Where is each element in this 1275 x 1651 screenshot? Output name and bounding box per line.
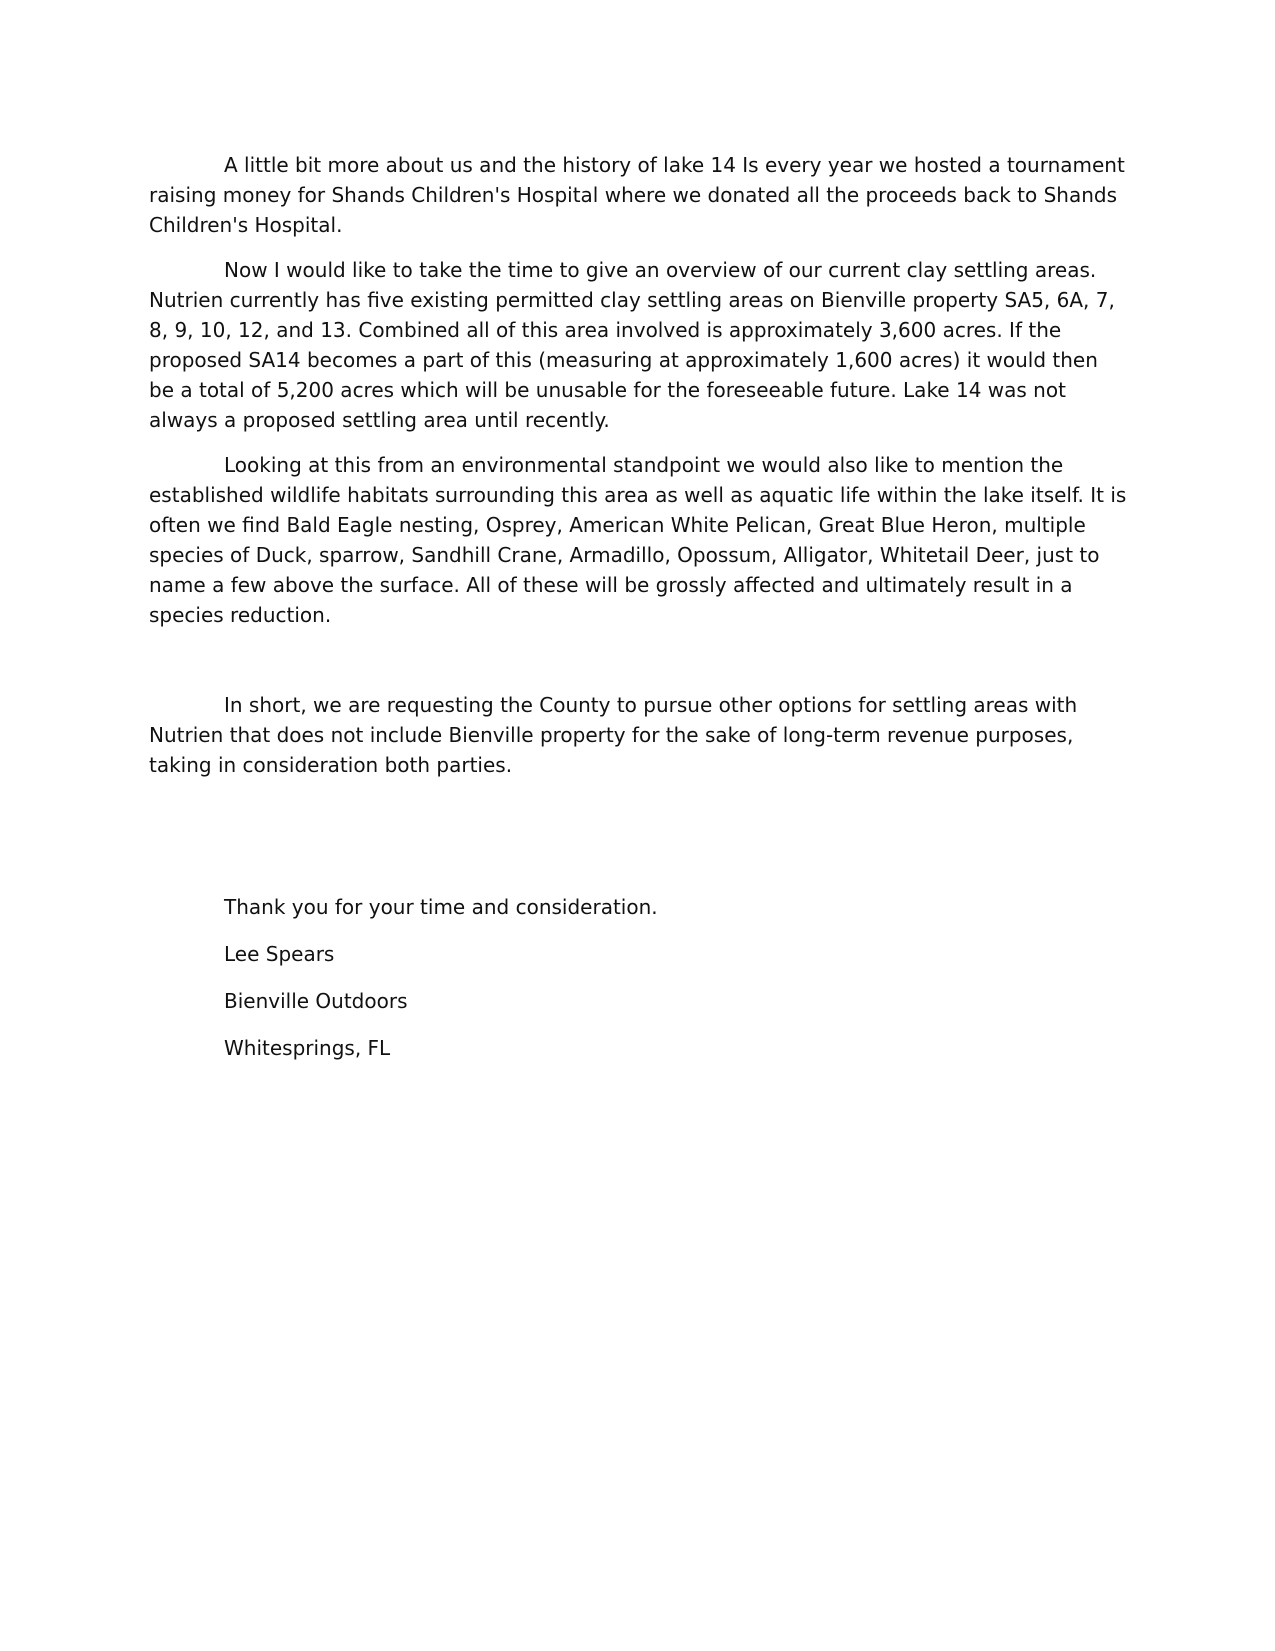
paragraph-environmental: Looking at this from an environmental standpoint we would also like to mention the established wildlife habitats surrounding this area as well as aquatic life within the lake itself. It is often we find Bald Eagle nesting, Osprey, American White Pelican, Great Blue Heron, multiple species of Duck, sparrow, Sandhill Crane, Armadillo, Opossum, Alligator, Whitetail Deer, just to name a few above the surface. All of these will be grossly affected and ultimately result in a species reduction. xyxy=(149,453,1127,627)
paragraph-history: A little bit more about us and the history of lake 14 Is every year we hosted a tournament raising money for Shands Children's Hospital where we donated all the proceeds back to Shands Children's Hospital. xyxy=(149,153,1125,237)
signature-organization: Bienville Outdoors xyxy=(224,989,408,1013)
signature-name: Lee Spears xyxy=(224,942,335,966)
signature-location: Whitesprings, FL xyxy=(224,1036,391,1060)
paragraph-request: In short, we are requesting the County to pursue other options for settling areas with Nutrien that does not include Bienville property for the sake of long-term revenue purposes, taking in consideration both parties. xyxy=(149,693,1078,777)
letter-body xyxy=(149,150,1127,1080)
paragraph-clay-settling-areas: Now I would like to take the time to give an overview of our current clay settling areas. Nutrien currently has five existing permitted clay settling areas on Bienville property SA5, 6A, 7, 8, 9, 10, 12, and 13. Combined all of this area involved is approximately 3,600 acres. If the proposed SA14 becomes a part of this (measuring at approximately 1,600 acres) it would then be a total of 5,200 acres which will be unusable for the foreseeable future. Lake 14 was not always a proposed settling area until recently. xyxy=(149,258,1115,432)
paragraph-spacer xyxy=(149,645,1127,690)
closing-spacer xyxy=(149,795,1127,892)
closing-thanks: Thank you for your time and consideration. xyxy=(224,895,658,919)
